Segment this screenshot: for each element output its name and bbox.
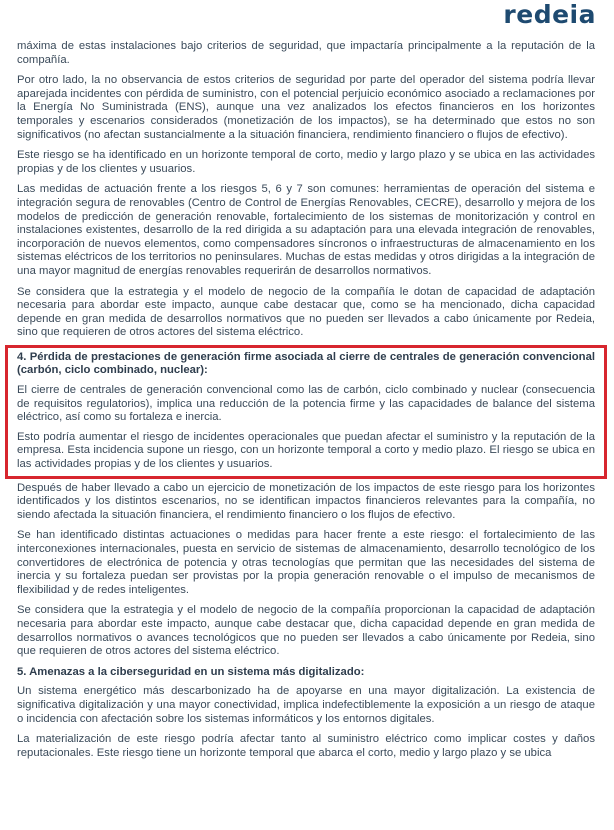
paragraph: Después de haber llevado a cabo un ejercicio de monetización de los impactos de este riesgo para los horizontes identificados y los distintos escenarios, no se identifican impactos financieros relevantes para la compañía, no siendo afectada la situación financiera, el rendimiento financiero o los flujos de efectivo. bbox=[17, 481, 595, 521]
document-body bbox=[17, 40, 595, 767]
paragraph: Esto podría aumentar el riesgo de incidentes operacionales que puedan afectar el suministro y la reputación de la empresa. Esta incidencia supone un riesgo, con un horizonte temporal a corto y medio plazo. El riesgo se ubica en las actividades propias y de los clientes y usuarios. bbox=[17, 430, 595, 471]
section-5-heading: 5. Amenazas a la ciberseguridad en un sistema más digitalizado: bbox=[17, 665, 365, 678]
paragraph: Se considera que la estrategia y el modelo de negocio de la compañía proporcionan la capacidad de adaptación necesaria para abordar este impacto, aunque cabe destacar que, dicha capacidad depende en gran medida de desarrollos normativos o avances tecnológicos que no pueden ser llevados a cabo únicamente por Redeia, sino que requieren de otros actores del sistema eléctrico. bbox=[17, 604, 595, 658]
redeia-logo: redeia bbox=[503, 0, 596, 29]
paragraph: Se han identificado distintas actuaciones o medidas para hacer frente a este riesgo: el fortalecimiento de las interconexiones internacionales, puesta en servicio de sistemas de almacenamiento, desarrollo tecnológico de los convertidores de electrónica de potencia y otras tecnologías que permitan que las necesidades del sistema de inercia y su fortaleza puedan ser provistas por la propia generación renovable o el impulso de mecanismos de flexibilidad y de redes inteligentes. bbox=[17, 529, 595, 596]
paragraph: Se considera que la estrategia y el modelo de negocio de la compañía le dotan de capacidad de adaptación necesaria para abordar este impacto, aunque cabe destacar que, como se ha mencionado, dicha capacidad depende en gran medida de desarrollos normativos que no pueden ser llevados a cabo únicamente por Redeia, sino que requieren de otros actores del sistema eléctrico. bbox=[17, 285, 595, 339]
paragraph: Por otro lado, la no observancia de estos criterios de seguridad por parte del operador del sistema podría llevar aparejada incidentes con pérdida de suministro, con el potencial perjuicio económico asociado a reclamaciones por la Energía No Suministrada (ENS), aunque una vez analizados los efectos financieros en los horizontes temporales y escenarios considerados (monetización de los impactos), se ha determinado que estos no son significativos (no afectan sustancialmente a la situación financiera, rendimiento financiero o flujos de efectivo). bbox=[17, 74, 595, 141]
section-4-heading: 4. Pérdida de prestaciones de generación firme asociada al cierre de centrales de generación convencional (carbón, ciclo combinado, nuclear): bbox=[17, 350, 595, 377]
highlighted-section-4 bbox=[5, 345, 607, 479]
paragraph: Un sistema energético más descarbonizado ha de apoyarse en una mayor digitalización. La existencia de significativa digitalización y una mayor conectividad, implica indefectiblemente la exposición a un riesgo de ataque o incidencia con afectación sobre los sistemas informáticos y los entornos digitales. bbox=[17, 685, 595, 725]
paragraph: Este riesgo se ha identificado en un horizonte temporal de corto, medio y largo plazo y se ubica en las actividades propias y de los clientes y usuarios. bbox=[17, 149, 595, 175]
paragraph: Las medidas de actuación frente a los riesgos 5, 6 y 7 son comunes: herramientas de operación del sistema e integración segura de renovables (Centro de Control de Energías Renovables, CECRE), desarrollo y mejora de los modelos de predicción de generación renovable, fortalecimiento de los sistemas de monitorización y control en instalaciones existentes, desarrollo de la red dirigida a su adaptación para una elevada integración de renovables, incorporación de nuevos elementos, como compensadores síncronos o infraestructuras de almacenamiento en los sistemas eléctricos de los territorios no peninsulares. Muchas de estas medidas y otros dirigidas a la integración de una mayor magnitud de energías renovables requerirán de desarrollos normativos. bbox=[17, 183, 595, 277]
paragraph: La materialización de este riesgo podría afectar tanto al suministro eléctrico como implicar costes y daños reputacionales. Este riesgo tiene un horizonte temporal que abarca el corto, medio y largo plazo y se ubica bbox=[17, 733, 595, 759]
paragraph: máxima de estas instalaciones bajo criterios de seguridad, que impactaría principalmente a la reputación de la compañía. bbox=[17, 40, 595, 66]
paragraph: El cierre de centrales de generación convencional como las de carbón, ciclo combinado y nuclear (consecuencia de requisitos regulatorios), implica una reducción de la potencia firme y las capacidades de balance del sistema eléctrico, así como su fortaleza e inercia. bbox=[17, 384, 595, 424]
